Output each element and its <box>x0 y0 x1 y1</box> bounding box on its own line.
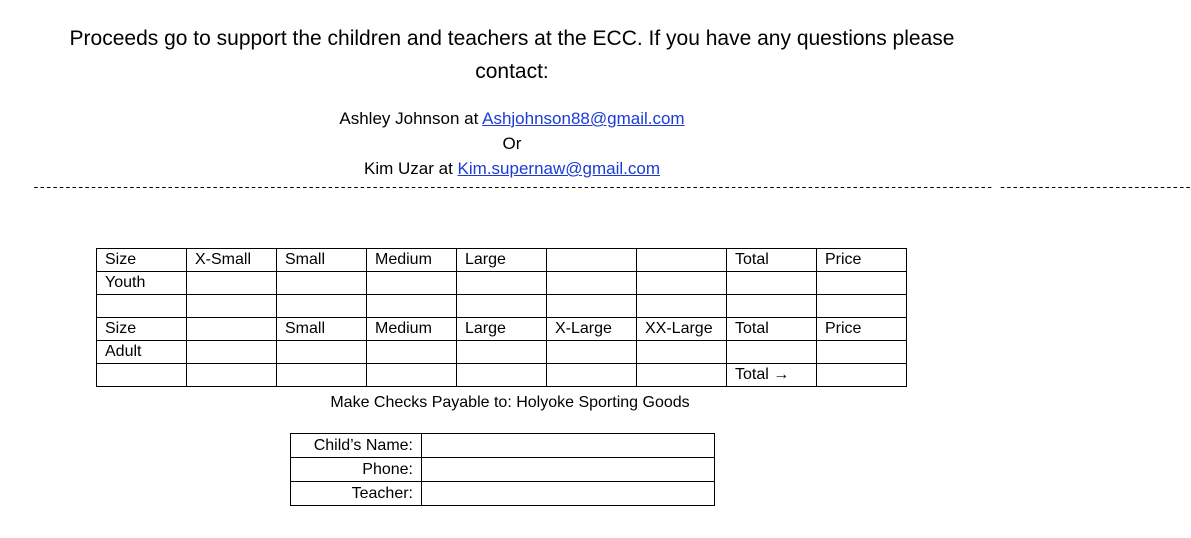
header-cell <box>187 318 277 341</box>
header-cell: Small <box>277 249 367 272</box>
teacher-label: Teacher: <box>291 482 422 506</box>
child-name-row <box>291 434 715 458</box>
contact-line-ashley <box>0 106 1024 131</box>
entry-cell[interactable] <box>457 295 547 318</box>
contact-block <box>0 106 1024 181</box>
phone-field[interactable] <box>422 458 715 482</box>
youth-label: Youth <box>97 272 187 295</box>
header-cell: Large <box>457 249 547 272</box>
entry-cell[interactable] <box>277 272 367 295</box>
adult-entry-row <box>97 341 907 364</box>
entry-cell[interactable] <box>187 272 277 295</box>
header-cell <box>547 249 637 272</box>
header-cell: Total <box>727 318 817 341</box>
entry-cell[interactable] <box>547 341 637 364</box>
entry-cell[interactable] <box>547 295 637 318</box>
header-cell: Price <box>817 249 907 272</box>
header-cell: Small <box>277 318 367 341</box>
entry-cell[interactable] <box>817 341 907 364</box>
entry-cell[interactable] <box>547 364 637 387</box>
header-cell: Total <box>727 249 817 272</box>
grand-total-row <box>97 364 907 387</box>
entry-cell[interactable] <box>457 341 547 364</box>
grand-total-cell[interactable] <box>817 364 907 387</box>
child-info-table <box>290 433 715 506</box>
entry-cell[interactable] <box>187 295 277 318</box>
header-cell <box>637 249 727 272</box>
entry-cell[interactable] <box>367 295 457 318</box>
entry-cell[interactable] <box>187 341 277 364</box>
contact-prefix-kim: Kim Uzar at <box>364 159 458 178</box>
teacher-row <box>291 482 715 506</box>
child-name-field[interactable] <box>422 434 715 458</box>
cut-line-divider: ------------------------------------------------------------------------------------------------------------------------------------------------------ ------------------------------ <box>32 180 1191 195</box>
youth-header-row <box>97 249 907 272</box>
entry-cell[interactable] <box>367 364 457 387</box>
header-cell: Large <box>457 318 547 341</box>
entry-cell[interactable] <box>727 272 817 295</box>
phone-row <box>291 458 715 482</box>
entry-cell[interactable] <box>727 341 817 364</box>
header-cell: X-Large <box>547 318 637 341</box>
email-link-kim[interactable]: Kim.supernaw@gmail.com <box>457 159 660 178</box>
contact-line-kim <box>0 156 1024 181</box>
header-cell: Medium <box>367 249 457 272</box>
entry-cell[interactable] <box>457 364 547 387</box>
youth-entry-row <box>97 272 907 295</box>
entry-cell[interactable] <box>187 364 277 387</box>
entry-cell[interactable] <box>367 341 457 364</box>
entry-cell[interactable] <box>817 272 907 295</box>
adult-header-row <box>97 318 907 341</box>
contact-or: Or <box>502 134 522 153</box>
entry-cell[interactable] <box>277 364 367 387</box>
entry-cell[interactable] <box>367 272 457 295</box>
adult-label: Adult <box>97 341 187 364</box>
grand-total-label: Total → <box>727 364 817 387</box>
teacher-field[interactable] <box>422 482 715 506</box>
entry-cell[interactable] <box>637 272 727 295</box>
entry-cell[interactable] <box>637 364 727 387</box>
entry-cell[interactable] <box>457 272 547 295</box>
child-name-label: Child’s Name: <box>291 434 422 458</box>
header-cell: Price <box>817 318 907 341</box>
entry-cell[interactable] <box>97 364 187 387</box>
entry-cell[interactable] <box>817 295 907 318</box>
phone-label: Phone: <box>291 458 422 482</box>
header-cell: Medium <box>367 318 457 341</box>
email-link-ashley[interactable]: Ashjohnson88@gmail.com <box>482 109 685 128</box>
spacer-row <box>97 295 907 318</box>
header-cell: X-Small <box>187 249 277 272</box>
header-cell: Size <box>97 318 187 341</box>
contact-prefix-ashley: Ashley Johnson at <box>339 109 483 128</box>
header-cell: Size <box>97 249 187 272</box>
entry-cell[interactable] <box>637 295 727 318</box>
header-cell: XX-Large <box>637 318 727 341</box>
entry-cell[interactable] <box>547 272 637 295</box>
entry-cell[interactable] <box>727 295 817 318</box>
payable-note: Make Checks Payable to: Holyoke Sporting Goods <box>330 394 690 411</box>
entry-cell[interactable] <box>277 341 367 364</box>
size-order-table <box>96 248 907 387</box>
entry-cell[interactable] <box>97 295 187 318</box>
entry-cell[interactable] <box>637 341 727 364</box>
intro-text: Proceeds go to support the children and teachers at the ECC. If you have any questions please contact: <box>69 27 955 83</box>
entry-cell[interactable] <box>277 295 367 318</box>
